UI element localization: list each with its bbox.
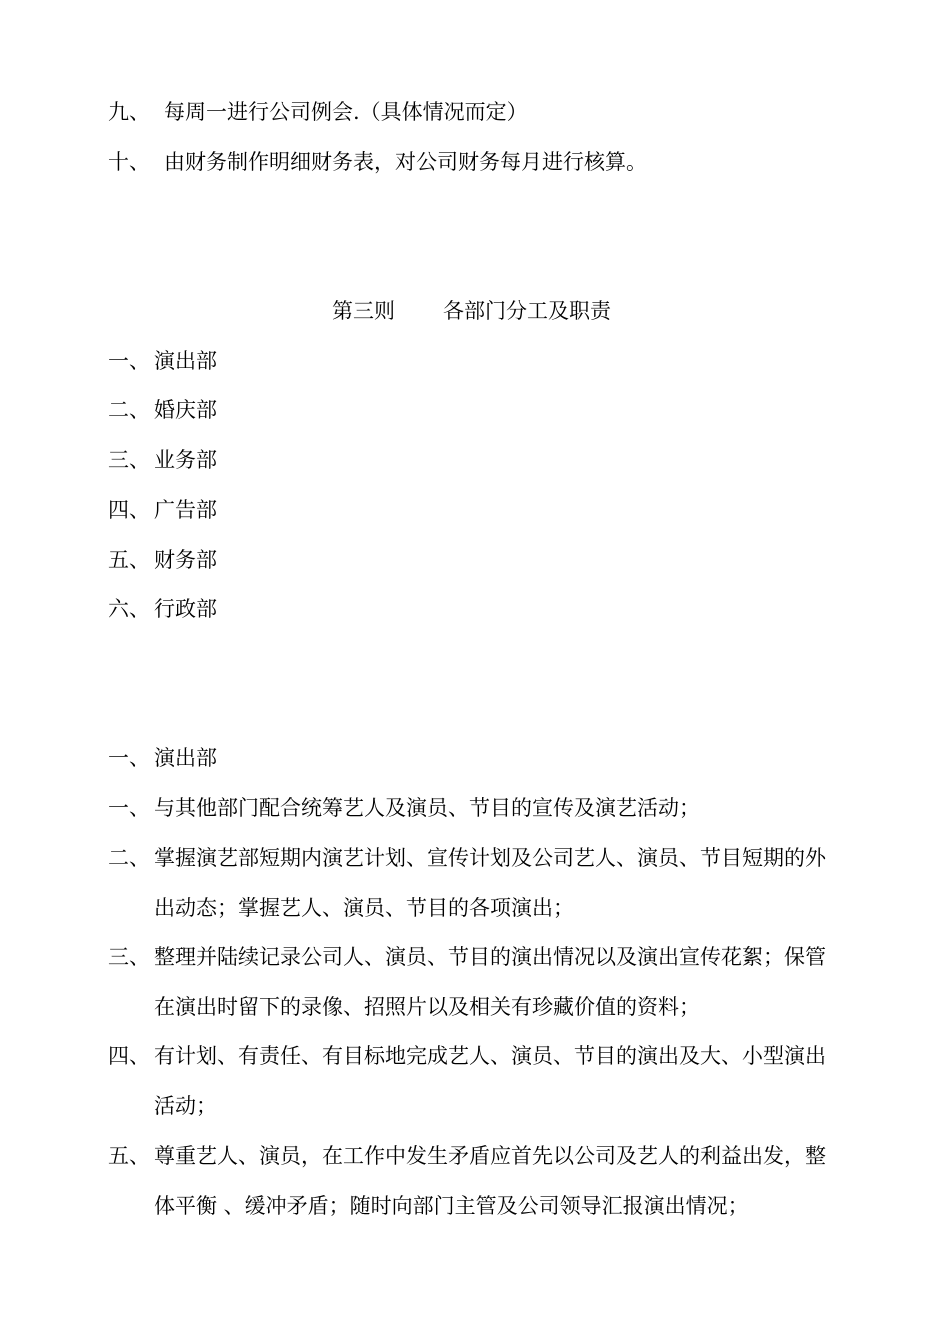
department-item xyxy=(108,348,217,374)
duty-item xyxy=(108,1143,868,1219)
department-item xyxy=(108,547,217,573)
department-name: 演出部 xyxy=(154,349,217,373)
item-number: 二、 xyxy=(108,846,150,870)
item-number: 九、 xyxy=(108,100,150,124)
department-name: 行政部 xyxy=(154,597,217,621)
department-name: 婚庆部 xyxy=(154,398,217,422)
duty-text: 掌握演艺部短期内演艺计划、宣传计划及公司艺人、演员、节目短期的外 xyxy=(154,846,826,870)
item-number: 六、 xyxy=(108,597,150,621)
subsection-name: 演出部 xyxy=(154,746,217,770)
item-number: 一、 xyxy=(108,796,150,820)
item-number: 五、 xyxy=(108,1144,150,1168)
department-item xyxy=(108,596,217,622)
department-item xyxy=(108,447,217,473)
item-number: 十、 xyxy=(108,150,150,174)
item-number: 一、 xyxy=(108,349,150,373)
section-title: 各部门分工及职责 xyxy=(443,299,611,323)
duty-text: 整理并陆续记录公司人、演员、节目的演出情况以及演出宣传花絮；保管 xyxy=(154,945,826,969)
duty-text-continued: 出动态；掌握艺人、演员、节目的各项演出； xyxy=(154,896,574,920)
item-number: 二、 xyxy=(108,398,150,422)
department-name: 财务部 xyxy=(154,548,217,572)
item-text: 每周一进行公司例会.（具体情况而定） xyxy=(164,100,528,124)
duty-text-continued: 在演出时留下的录像、招照片以及相关有珍藏价值的资料； xyxy=(154,995,700,1019)
duty-text-continued: 体平衡 、缓冲矛盾；随时向部门主管及公司领导汇报演出情况； xyxy=(154,1194,749,1218)
list-item xyxy=(108,99,528,125)
list-item xyxy=(108,149,647,175)
item-number: 三、 xyxy=(108,945,150,969)
subsection-title xyxy=(108,745,217,771)
section-number: 第三则 xyxy=(332,299,395,323)
department-name: 业务部 xyxy=(154,448,217,472)
duty-item xyxy=(108,944,868,1020)
department-item xyxy=(108,497,217,523)
item-number: 五、 xyxy=(108,548,150,572)
duty-item xyxy=(108,1043,868,1119)
duty-text: 有计划、有责任、有目标地完成艺人、演员、节目的演出及大、小型演出 xyxy=(154,1044,826,1068)
duty-item xyxy=(108,795,868,821)
item-number: 三、 xyxy=(108,448,150,472)
duty-item xyxy=(108,845,868,921)
duty-text: 与其他部门配合统筹艺人及演员、节目的宣传及演艺活动； xyxy=(154,796,700,820)
item-number: 四、 xyxy=(108,498,150,522)
duty-text-continued: 活动； xyxy=(154,1094,217,1118)
item-text: 由财务制作明细财务表，对公司财务每月进行核算。 xyxy=(164,150,647,174)
department-item xyxy=(108,397,217,423)
section-heading xyxy=(332,298,611,324)
duty-text: 尊重艺人、演员，在工作中发生矛盾应首先以公司及艺人的利益出发，整 xyxy=(154,1144,826,1168)
item-number: 四、 xyxy=(108,1044,150,1068)
department-name: 广告部 xyxy=(154,498,217,522)
item-number: 一、 xyxy=(108,746,150,770)
